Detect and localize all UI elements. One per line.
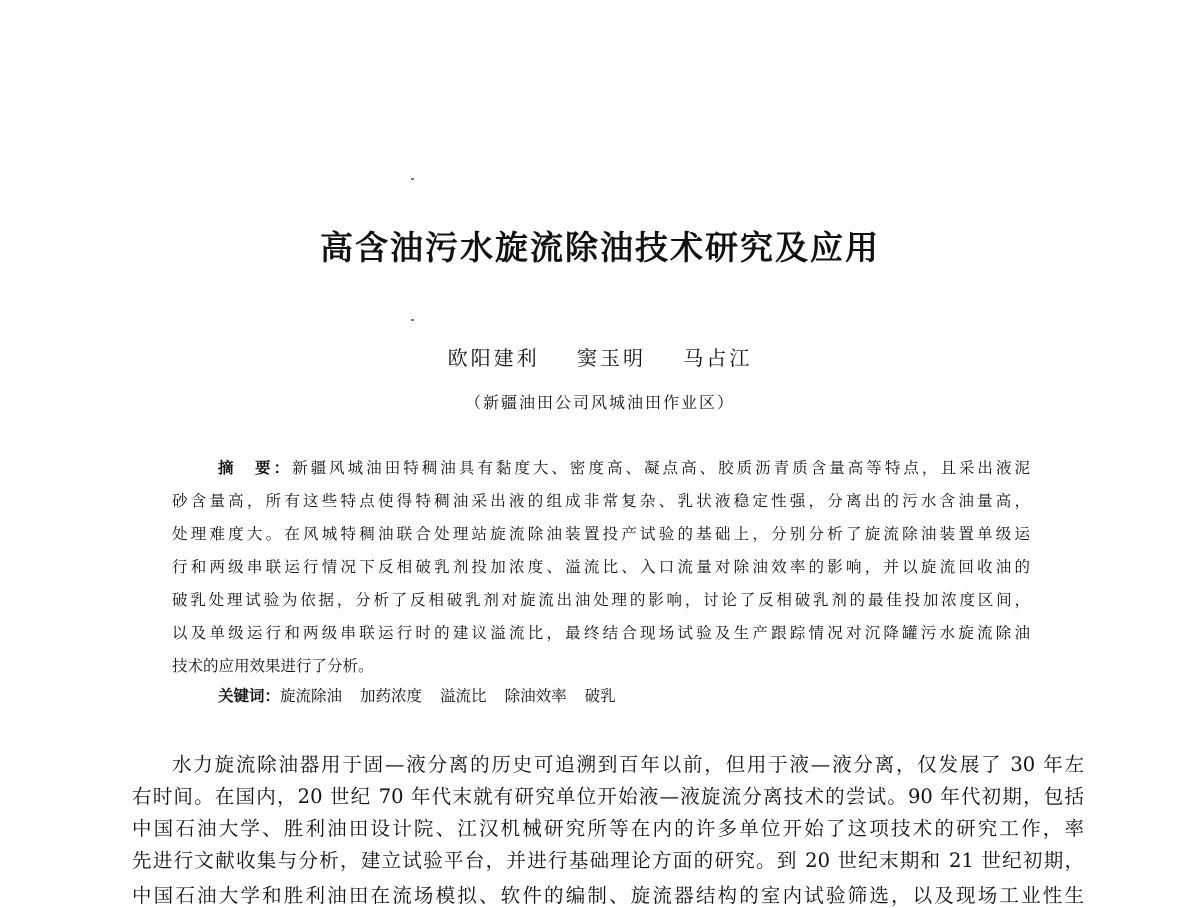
abstract-line: 破乳处理试验为依据，分析了反相破乳剂对旋流出油处理的影响，讨论了反相破乳剂的最佳投加浓度区间， xyxy=(172,591,1030,609)
keyword: 旋流除油 xyxy=(280,687,343,705)
body-line: 右时间。在国内，20 世纪 70 年代末就有研究单位开始液—液旋流分离技术的尝试。90 年代初期，包括 xyxy=(132,785,1084,808)
body-line: 中国石油大学和胜利油田在流场模拟、软件的编制、旋流器结构的室内试验筛选，以及现场工业性生 xyxy=(132,884,1084,907)
scan-mark xyxy=(411,319,414,321)
abstract-line: 以及单级运行和两级串联运行时的建议溢流比，最终结合现场试验及生产跟踪情况对沉降罐污水旋流除油 xyxy=(172,624,1030,642)
keyword: 除油效率 xyxy=(504,687,567,705)
abstract-line: 摘 要：新疆风城油田特稠油具有黏度大、密度高、凝点高、胶质沥青质含量高等特点，且采出液泥 xyxy=(218,459,1030,477)
keyword: 加药浓度 xyxy=(360,687,423,705)
abstract-line: 处理难度大。在风城特稠油联合处理站旋流除油装置投产试验的基础上，分别分析了旋流除油装置单级运 xyxy=(172,525,1030,543)
keyword: 溢流比 xyxy=(440,687,487,705)
keywords-label: 关键词： xyxy=(218,687,281,705)
scan-mark xyxy=(411,178,414,180)
author: 欧阳建利 xyxy=(447,346,540,370)
abstract-label: 摘 要： xyxy=(218,459,293,477)
keyword: 破乳 xyxy=(584,687,616,705)
abstract-line: 砂含量高，所有这些特点使得特稠油采出液的组成非常复杂、乳状液稳定性强，分离出的污水含油量高， xyxy=(172,492,1030,510)
abstract-line: 技术的应用效果进行了分析。 xyxy=(172,657,374,675)
author-list xyxy=(0,342,1200,371)
author: 马占江 xyxy=(683,346,753,370)
body-line: 先进行文献收集与分析，建立试验平台，并进行基础理论方面的研究。到 20 世纪末期和 21 世纪初期， xyxy=(132,849,1084,872)
body-line: 中国石油大学、胜利油田设计院、江汉机械研究所等在内的许多单位开始了这项技术的研究工作，率 xyxy=(132,817,1084,840)
body-line: 水力旋流除油器用于固—液分离的历史可追溯到百年以前，但用于液—液分离，仅发展了 30 年左 xyxy=(172,753,1084,776)
paper-title: 高含油污水旋流除油技术研究及应用 xyxy=(320,228,880,267)
keywords xyxy=(218,684,634,706)
affiliation: （新疆油田公司风城油田作业区） xyxy=(464,393,735,412)
author: 窦玉明 xyxy=(577,346,646,370)
abstract-line: 行和两级串联运行情况下反相破乳剂投加浓度、溢流比、入口流量对除油效率的影响，并以旋流回收油的 xyxy=(172,558,1030,576)
